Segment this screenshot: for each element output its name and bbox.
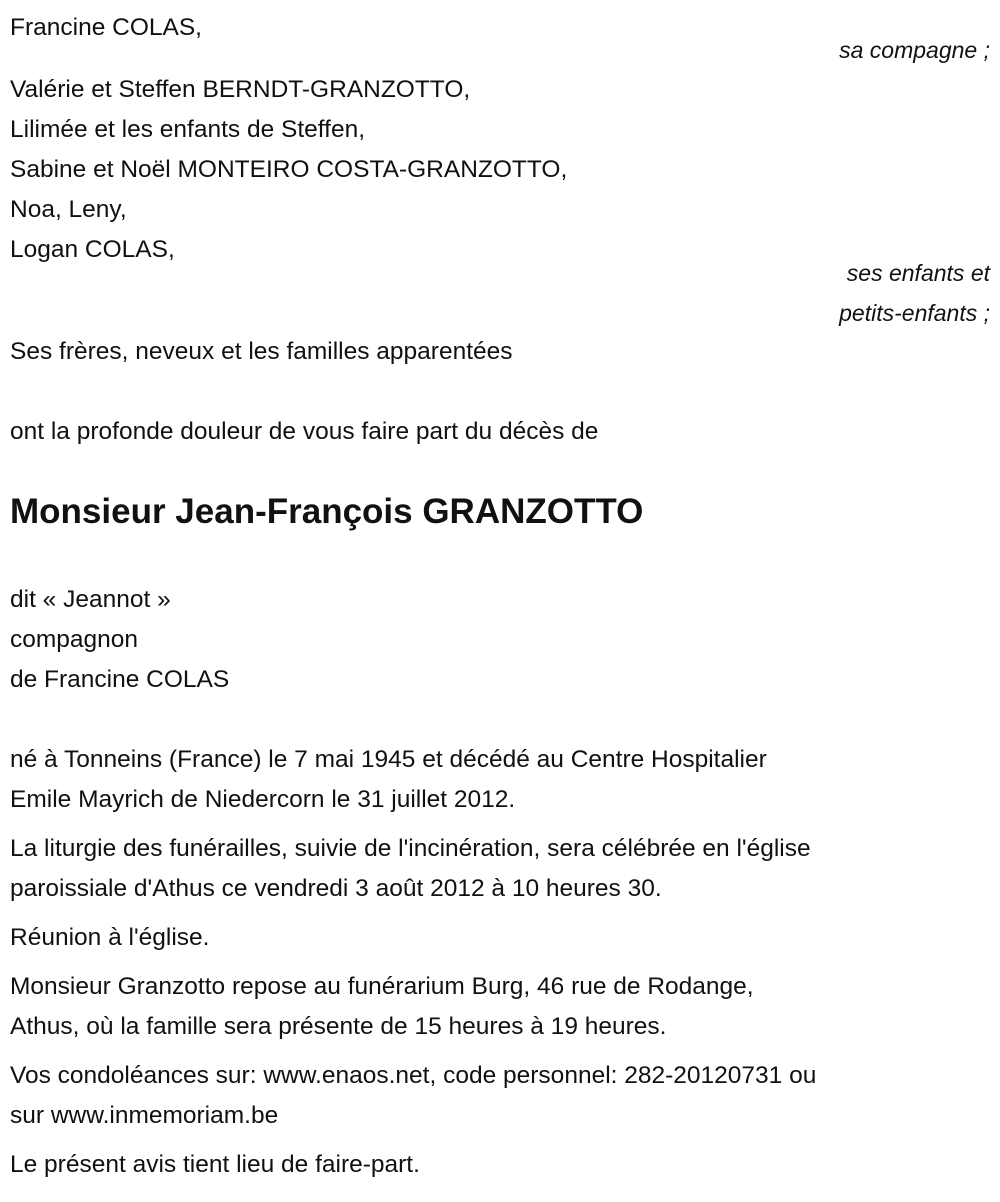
condolences-text: Vos condoléances sur: www.enaos.net, code personnel: 282-20120731 ou [10, 1062, 817, 1089]
deceased-detail: compagnon [10, 626, 139, 653]
children-role: ses enfants et [846, 260, 990, 286]
deceased-detail: dit « Jeannot » [10, 586, 171, 613]
birth-death-text: Emile Mayrich de Niedercorn le 31 juillet 2012. [10, 786, 516, 813]
meeting-text: Réunion à l'église. [10, 924, 210, 951]
partner-name: Francine COLAS, [10, 14, 202, 41]
children-role: petits-enfants ; [839, 300, 990, 326]
funeral-text: La liturgie des funérailles, suivie de l'incinération, sera célébrée en l'église [10, 835, 811, 862]
deceased-name: Monsieur Jean-François GRANZOTTO [10, 492, 644, 531]
deceased-detail: de Francine COLAS [10, 666, 230, 693]
condolences-text: sur www.inmemoriam.be [10, 1102, 279, 1129]
funerarium-text: Athus, où la famille sera présente de 15 heures à 19 heures. [10, 1013, 667, 1040]
child-line: Logan COLAS, [10, 236, 175, 263]
child-line: Sabine et Noël MONTEIRO COSTA-GRANZOTTO, [10, 156, 568, 183]
child-line: Noa, Leny, [10, 196, 127, 223]
funeral-text: paroissiale d'Athus ce vendredi 3 août 2012 à 10 heures 30. [10, 875, 662, 902]
partner-role: sa compagne ; [839, 37, 990, 63]
announcement: ont la profonde douleur de vous faire part du décès de [10, 418, 599, 445]
birth-death-text: né à Tonneins (France) le 7 mai 1945 et décédé au Centre Hospitalier [10, 746, 767, 773]
closing-text: Le présent avis tient lieu de faire-part. [10, 1151, 420, 1178]
child-line: Valérie et Steffen BERNDT-GRANZOTTO, [10, 76, 471, 103]
funerarium-text: Monsieur Granzotto repose au funérarium Burg, 46 rue de Rodange, [10, 973, 754, 1000]
other-relatives: Ses frères, neveux et les familles apparentées [10, 338, 513, 365]
child-line: Lilimée et les enfants de Steffen, [10, 116, 366, 143]
